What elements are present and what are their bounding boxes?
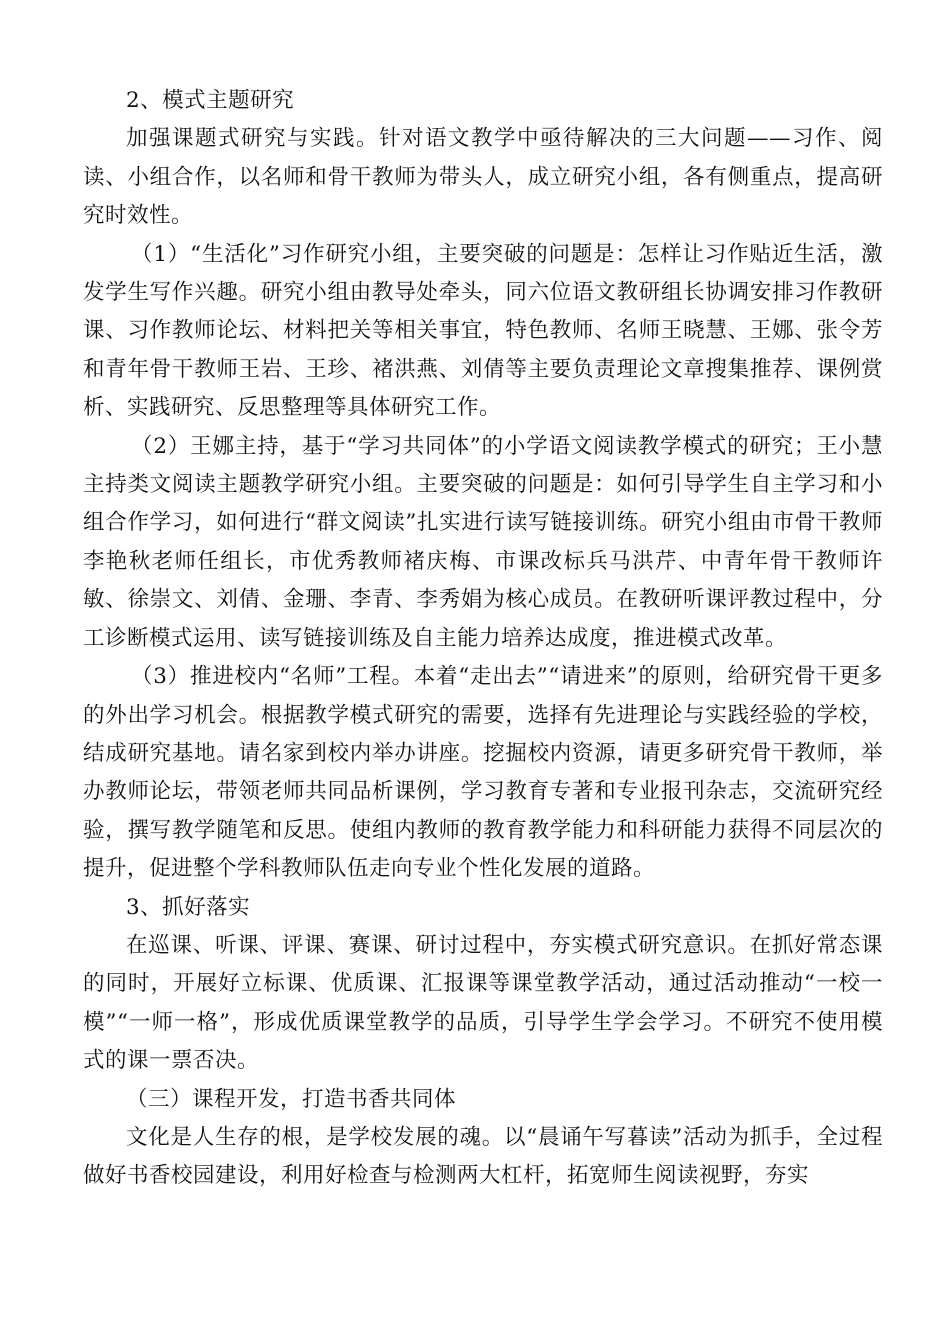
paragraph-implementation: 在巡课、听课、评课、赛课、研讨过程中，夯实模式研究意识。在抓好常态课的同时，开展好立标课、优质课、汇报课等课堂教学活动，通过活动推动“一校一模”“一师一格”，形成优质课堂教学的品质，引导学生学会学习。不研究不使用模式的课一票否决。 [83, 932, 883, 1074]
paragraph-writing-group: （1）“生活化”习作研究小组，主要突破的问题是：怎样让习作贴近生活，激发学生写作兴趣。研究小组由教导处牵头，同六位语文教研组长协调安排习作教研课、习作教师论坛、材料把关等相关事宜，特色教师、名师王晓慧、王娜、张令芳和青年骨干教师王岩、王珍、褚洪燕、刘倩等主要负责理论文章搜集推荐、课例赏析、实践研究、反思整理等具体研究工作。 [83, 241, 883, 421]
paragraph-famous-teacher-project: （3）推进校内“名师”工程。本着“走出去”“请进来”的原则，给研究骨干更多的外出学习机会。根据教学模式研究的需要，选择有先进理论与实践经验的学校，结成研究基地。请名家到校内举办讲座。挖掘校内资源，请更多研究骨干教师，举办教师论坛，带领老师共同品析课例，学习教育专著和专业报刊杂志，交流研究经验，撰写教学随笔和反思。使组内教师的教育教学能力和科研能力获得不同层次的提升，促进整个学科教师队伍走向专业个性化发展的道路。 [83, 664, 883, 882]
section-heading-implementation: 3、抓好落实 [126, 894, 251, 920]
paragraph-reading-group: （2）王娜主持，基于“学习共同体”的小学语文阅读教学模式的研究；王小慧主持类文阅读主题教学研究小组。主要突破的问题是：如何引导学生自主学习和小组合作学习，如何进行“群文阅读”扎实进行读写链接训练。研究小组由市骨干教师李艳秋老师任组长，市优秀教师褚庆梅、市课改标兵马洪芹、中青年骨干教师许敏、徐崇文、刘倩、金珊、李青、李秀娟为核心成员。在教研听课评教过程中，分工诊断模式运用、读写链接训练及自主能力培养达成度，推进模式改革。 [83, 433, 883, 651]
paragraph-intro: 加强课题式研究与实践。针对语文教学中亟待解决的三大问题——习作、阅读、小组合作，以名师和骨干教师为带头人，成立研究小组，各有侧重点，提高研究时效性。 [83, 126, 883, 229]
paragraph-culture: 文化是人生存的根，是学校发展的魂。以“晨诵午写暮读”活动为抓手，全过程做好书香校园建设，利用好检查与检测两大杠杆，拓宽师生阅读视野，夯实 [83, 1124, 883, 1189]
section-heading-curriculum: （三）课程开发，打造书香共同体 [126, 1086, 457, 1112]
document-body [83, 82, 883, 1196]
section-heading-model-research: 2、模式主题研究 [126, 88, 295, 113]
